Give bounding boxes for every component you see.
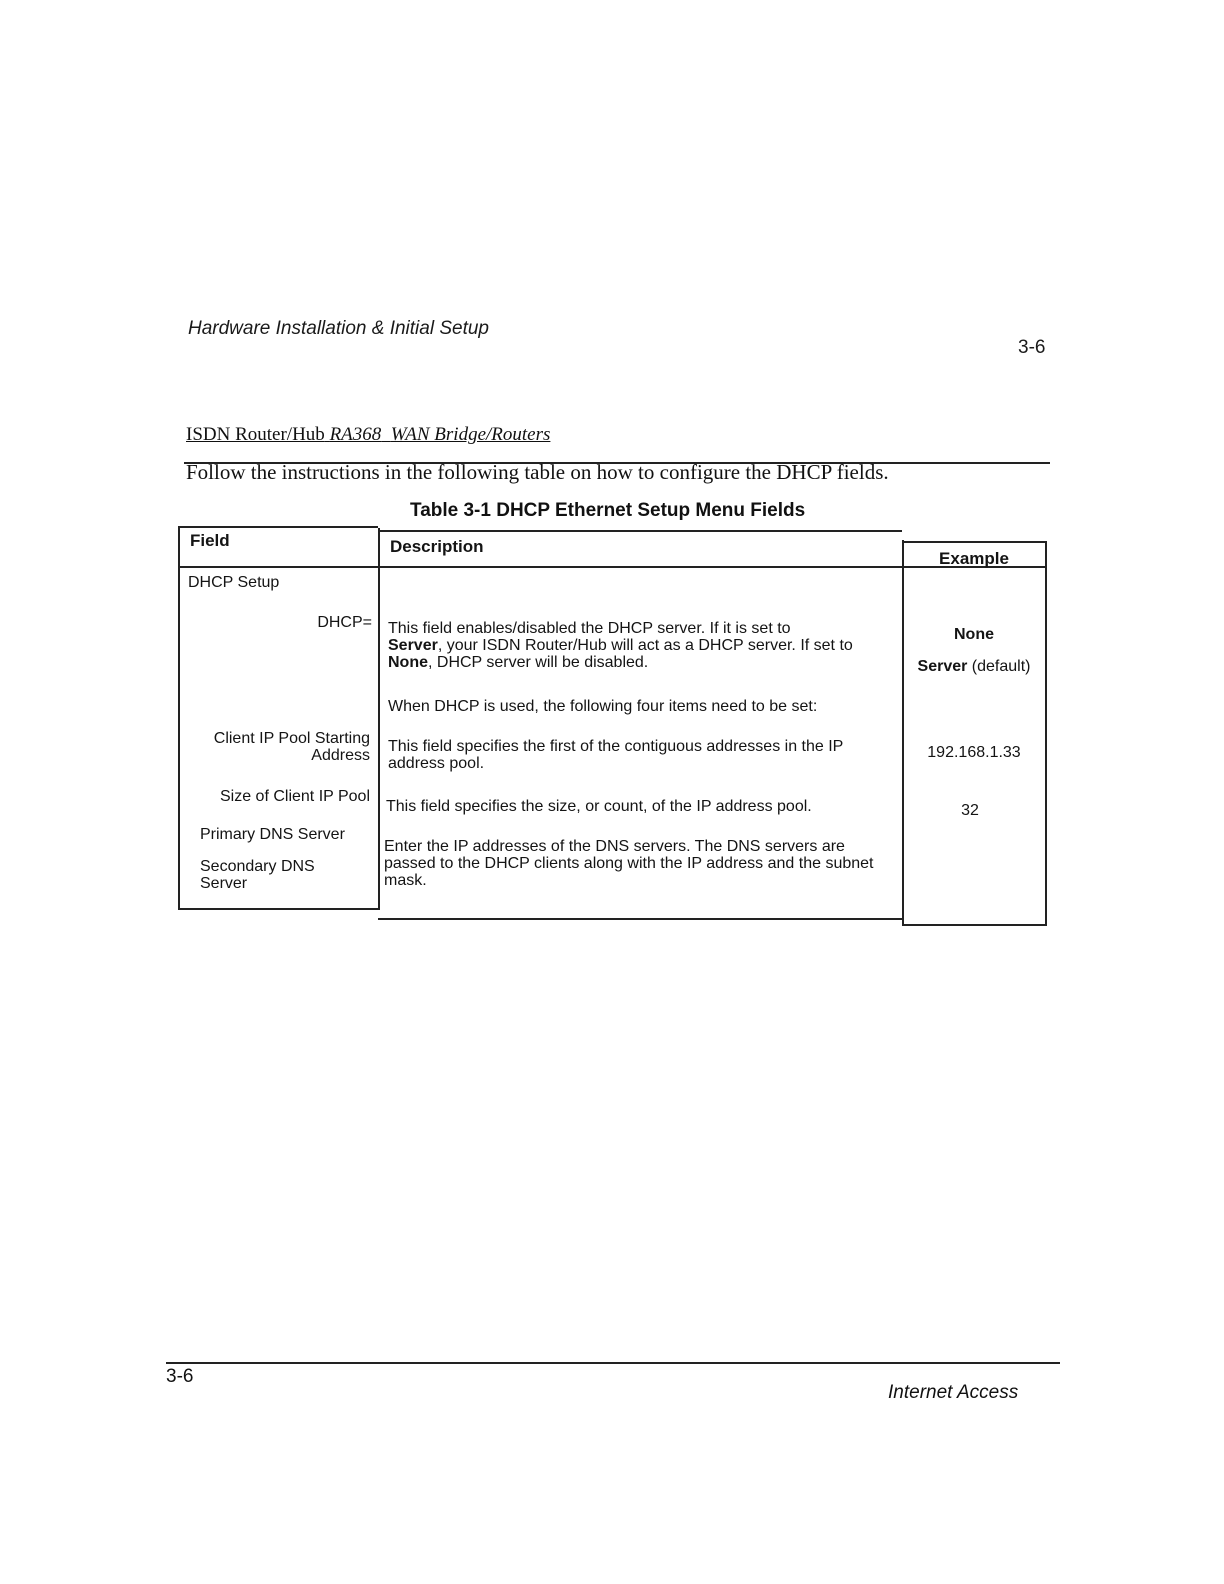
table-bottom-field: [178, 908, 378, 910]
running-title-series: WAN Bridge/Routers: [390, 424, 551, 445]
description-client-ip-pool-start: This field specifies the first of the contiguous addresses in the IP address pool.: [388, 738, 844, 772]
footer-page-number: 3-6: [166, 1366, 194, 1387]
table-top-border-field: [178, 526, 378, 528]
field-secondary-dns: Secondary DNS Server: [200, 858, 315, 892]
header-description: Description: [390, 537, 484, 556]
running-title-model: RA368: [329, 424, 382, 445]
description-dns: Enter the IP addresses of the DNS servers. The DNS servers are passed to the DHCP clients along with the IP address and the subnet mask.: [384, 838, 874, 889]
header-field: Field: [190, 531, 230, 550]
field-client-ip-pool-size: Size of Client IP Pool: [219, 788, 370, 805]
table-divider-field: [378, 528, 380, 910]
running-title-product: ISDN Router/Hub: [186, 424, 325, 445]
header-example: Example: [939, 549, 1009, 568]
table-top-border-example: [902, 541, 1047, 543]
table-caption: Table 3-1 DHCP Ethernet Setup Menu Fields: [410, 500, 806, 521]
intro-text: Follow the instructions in the following table on how to configure the DHCP fields.: [186, 460, 889, 484]
description-client-ip-pool-size: This field specifies the size, or count, of the IP address pool.: [386, 798, 812, 815]
group-label-dhcp-setup: DHCP Setup: [188, 574, 280, 591]
table-border-left: [178, 526, 180, 910]
footer-rule: [166, 1362, 1060, 1364]
header-page-number: 3-6: [1018, 337, 1046, 358]
description-dhcp: This field enables/disabled the DHCP server. If it is set to Server, your ISDN Router/Hub will act as a DHCP server. If set to None, DHCP server will be disabled.: [388, 620, 853, 671]
example-client-ip-pool-start: 192.168.1.33: [927, 744, 1021, 761]
footer-chapter: Internet Access: [888, 1382, 1019, 1403]
field-dhcp: DHCP=: [317, 614, 372, 631]
section-title: Hardware Installation & Initial Setup: [188, 318, 489, 339]
table-bottom-desc: [378, 918, 902, 920]
table-top-border-desc: [378, 530, 902, 532]
example-client-ip-pool-size: 32: [961, 802, 979, 819]
table-divider-example: [902, 540, 904, 924]
table-border-right: [1045, 542, 1047, 926]
example-dhcp-server: Server (default): [917, 658, 1031, 675]
running-title: [186, 424, 550, 446]
description-dhcp-note: When DHCP is used, the following four items need to be set:: [388, 698, 818, 715]
example-dhcp-none: None: [954, 626, 994, 643]
field-client-ip-pool-start: Client IP Pool Starting Address: [213, 730, 370, 764]
table-bottom-example: [902, 924, 1047, 926]
field-primary-dns: Primary DNS Server: [200, 826, 345, 843]
